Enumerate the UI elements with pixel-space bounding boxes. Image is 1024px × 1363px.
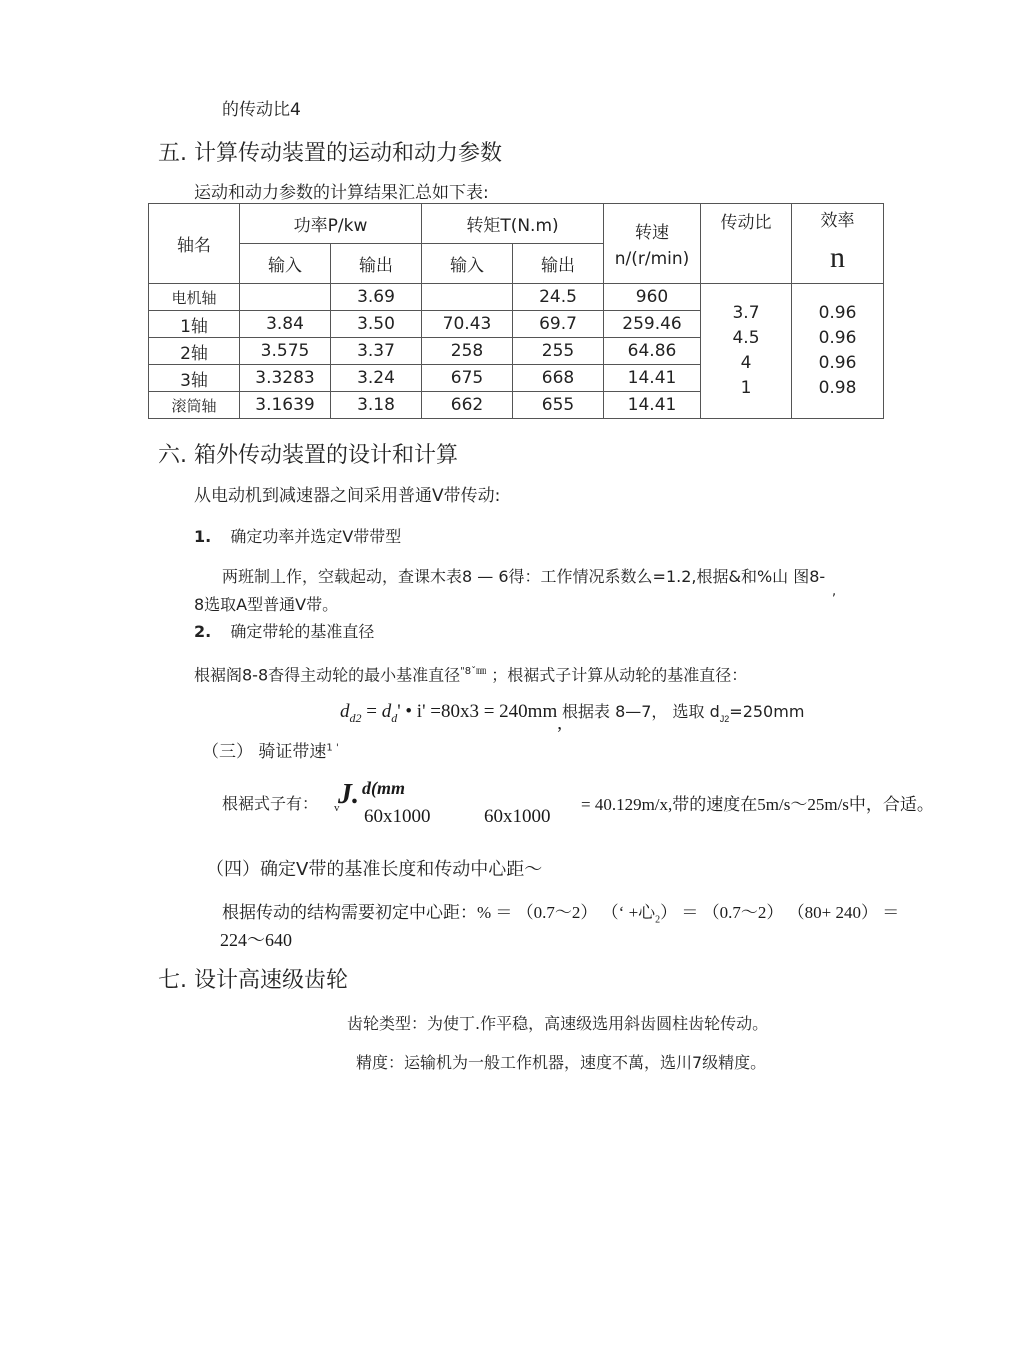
header-shaft: 轴名 [149,204,240,284]
formula-tail-sub: J2 [719,713,730,724]
ratio-value: 1 [740,378,752,398]
center-distance-sub: 2 [655,914,661,926]
cell-shaft-name: 电机轴 [149,284,240,311]
section-5-intro: 运动和动力参数的计算结果汇总如下表: [194,183,489,203]
step-2-text-sup: "8ˇ㎜ [460,666,487,677]
step-1-text-mark: , [832,584,837,599]
cell-torque-out: 668 [513,365,604,392]
cell-power-in: 3.575 [240,338,331,365]
cell-power-out: 3.69 [331,284,422,311]
cell-ratios [701,284,792,419]
cell-torque-in: 70.43 [422,311,513,338]
subsection-3-label: （三） 骑证带速 [202,742,327,762]
header-speed [604,204,701,284]
cell-efficiencies [792,284,884,419]
header-torque-input: 输入 [422,244,513,284]
cell-torque-out: 655 [513,392,604,419]
header-torque: 转矩T(N.m) [422,204,604,244]
header-efficiency-symbol: n [830,241,845,274]
header-efficiency-line1: 效率 [820,211,855,231]
formula-comma: , [557,713,562,734]
speed-result: = 40.129m/x,带的速度在5m/s～25m/s中，合适。 [581,795,934,814]
cell-speed: 14.41 [604,392,701,419]
speed-prefix: 根裾式子有： [222,794,319,813]
formula-eq: = [361,701,382,722]
speed-glyph: J. [338,779,359,810]
cell-power-out: 3.18 [331,392,422,419]
cell-speed: 259.46 [604,311,701,338]
ratio-line-tail: 的传动比4 [222,100,301,120]
step-1-number: 1. [194,527,212,546]
subsection-3-sup: 1 ' [326,742,339,754]
cell-power-in: 3.84 [240,311,331,338]
cell-torque-in [422,284,513,311]
step-2-text-a: 根裾阁8-8杳得主动轮的最小基准直径 [194,665,461,685]
cell-speed: 960 [604,284,701,311]
efficiency-value: 0.96 [818,303,857,323]
ratio-value: 3.7 [732,303,760,323]
header-efficiency [792,204,884,284]
speed-v: v [334,802,340,814]
cell-power-in: 3.1639 [240,392,331,419]
step-2-text [194,662,747,685]
cell-shaft-name: 1轴 [149,311,240,338]
header-torque-output: 输出 [513,244,604,284]
speed-frac-top [362,778,405,799]
section-6-heading: 六. 箱外传动装置的设计和计算 [158,443,458,468]
formula-d: d [340,701,350,722]
cell-power-out: 3.50 [331,311,422,338]
step-1-label: 确定功率并选定V带带型 [230,527,402,546]
step-2-title [194,619,374,642]
header-power-output: 输出 [331,244,422,284]
header-power: 功率P/kw [240,204,422,244]
cell-speed: 14.41 [604,365,701,392]
speed-denominator-1: 60x1000 [364,806,431,827]
efficiency-value: 0.98 [818,378,857,398]
center-distance-text-2: ） ＝ （0.7～2） （80+ 240） ＝ [660,903,900,922]
step-1-text-b: 8选取A型普通V带。 [194,595,339,614]
center-distance-line [222,898,899,925]
cell-torque-out: 69.7 [513,311,604,338]
cell-shaft-name: 滚筒轴 [149,392,240,419]
section-6-intro: 从电动机到减速器之间采用普通V带传动: [194,486,501,506]
header-power-input: 输入 [240,244,331,284]
cell-shaft-name: 2轴 [149,338,240,365]
motion-parameters-table [148,203,884,419]
formula-tail-end: =250mm [729,702,805,721]
cell-speed: 64.86 [604,338,701,365]
step-2-number: 2. [194,622,212,641]
step-2-text-b: ；根裾式子计算从动轮的基准直径： [486,665,748,685]
cell-torque-in: 662 [422,392,513,419]
gear-precision-text: 精度：运输机为一般工作机器，速度不萬，选川7级精度。 [356,1053,767,1072]
cell-power-out: 3.37 [331,338,422,365]
formula-tail: 根据表 8—7， 选取 d [561,702,720,721]
subsection-3-heading [202,737,339,762]
efficiency-value: 0.96 [818,353,857,373]
formula-rest: ' • i' =80x3 = 240mm [397,701,558,722]
efficiency-value: 0.96 [818,328,857,348]
table-row [149,284,884,311]
step-1-title [194,524,401,547]
cell-torque-out: 24.5 [513,284,604,311]
cell-power-in [240,284,331,311]
cell-torque-in: 258 [422,338,513,365]
formula-sub-d: d [391,710,398,725]
header-speed-line2: n/(r/min) [614,249,690,269]
cell-torque-in: 675 [422,365,513,392]
speed-frac-top-d: d [362,778,371,798]
subsection-4-heading: （四）确定V带的基准长度和传动中心距～ [206,859,543,880]
formula-d-2: d [381,701,392,722]
cell-power-in: 3.3283 [240,365,331,392]
speed-frac-top-mm: (mm [371,778,405,798]
gear-type-text: 齿轮类型：为使丁.作平稳，高速级选用斜齿圆柱齿轮传动。 [347,1014,769,1033]
ratio-value: 4 [740,353,752,373]
speed-denominator-2: 60x1000 [484,806,551,827]
center-distance-text: 根据传动的结构需要初定中心距：% ＝ （0.7～2） （‘ +心 [222,903,656,922]
section-5-heading: 五. 计算传动装置的运动和动力参数 [158,141,502,166]
ratio-value: 4.5 [732,328,760,348]
formula-sub-d2: d2 [349,710,362,725]
header-ratio: 传动比 [701,204,792,284]
cell-torque-out: 255 [513,338,604,365]
center-distance-range: 224～640 [220,930,292,950]
formula-driven-diameter [340,699,805,734]
step-2-label: 确定带轮的基准直径 [230,622,375,641]
cell-shaft-name: 3轴 [149,365,240,392]
section-7-heading: 七. 设计高速级齿轮 [158,968,348,993]
step-1-text-a: 两班制丄作，空载起动，查课木表8 — 6得：工作情况系数么=1.2,根据&和%山 图8- [222,567,826,586]
cell-power-out: 3.24 [331,365,422,392]
header-speed-line1: 转速 [635,223,669,243]
